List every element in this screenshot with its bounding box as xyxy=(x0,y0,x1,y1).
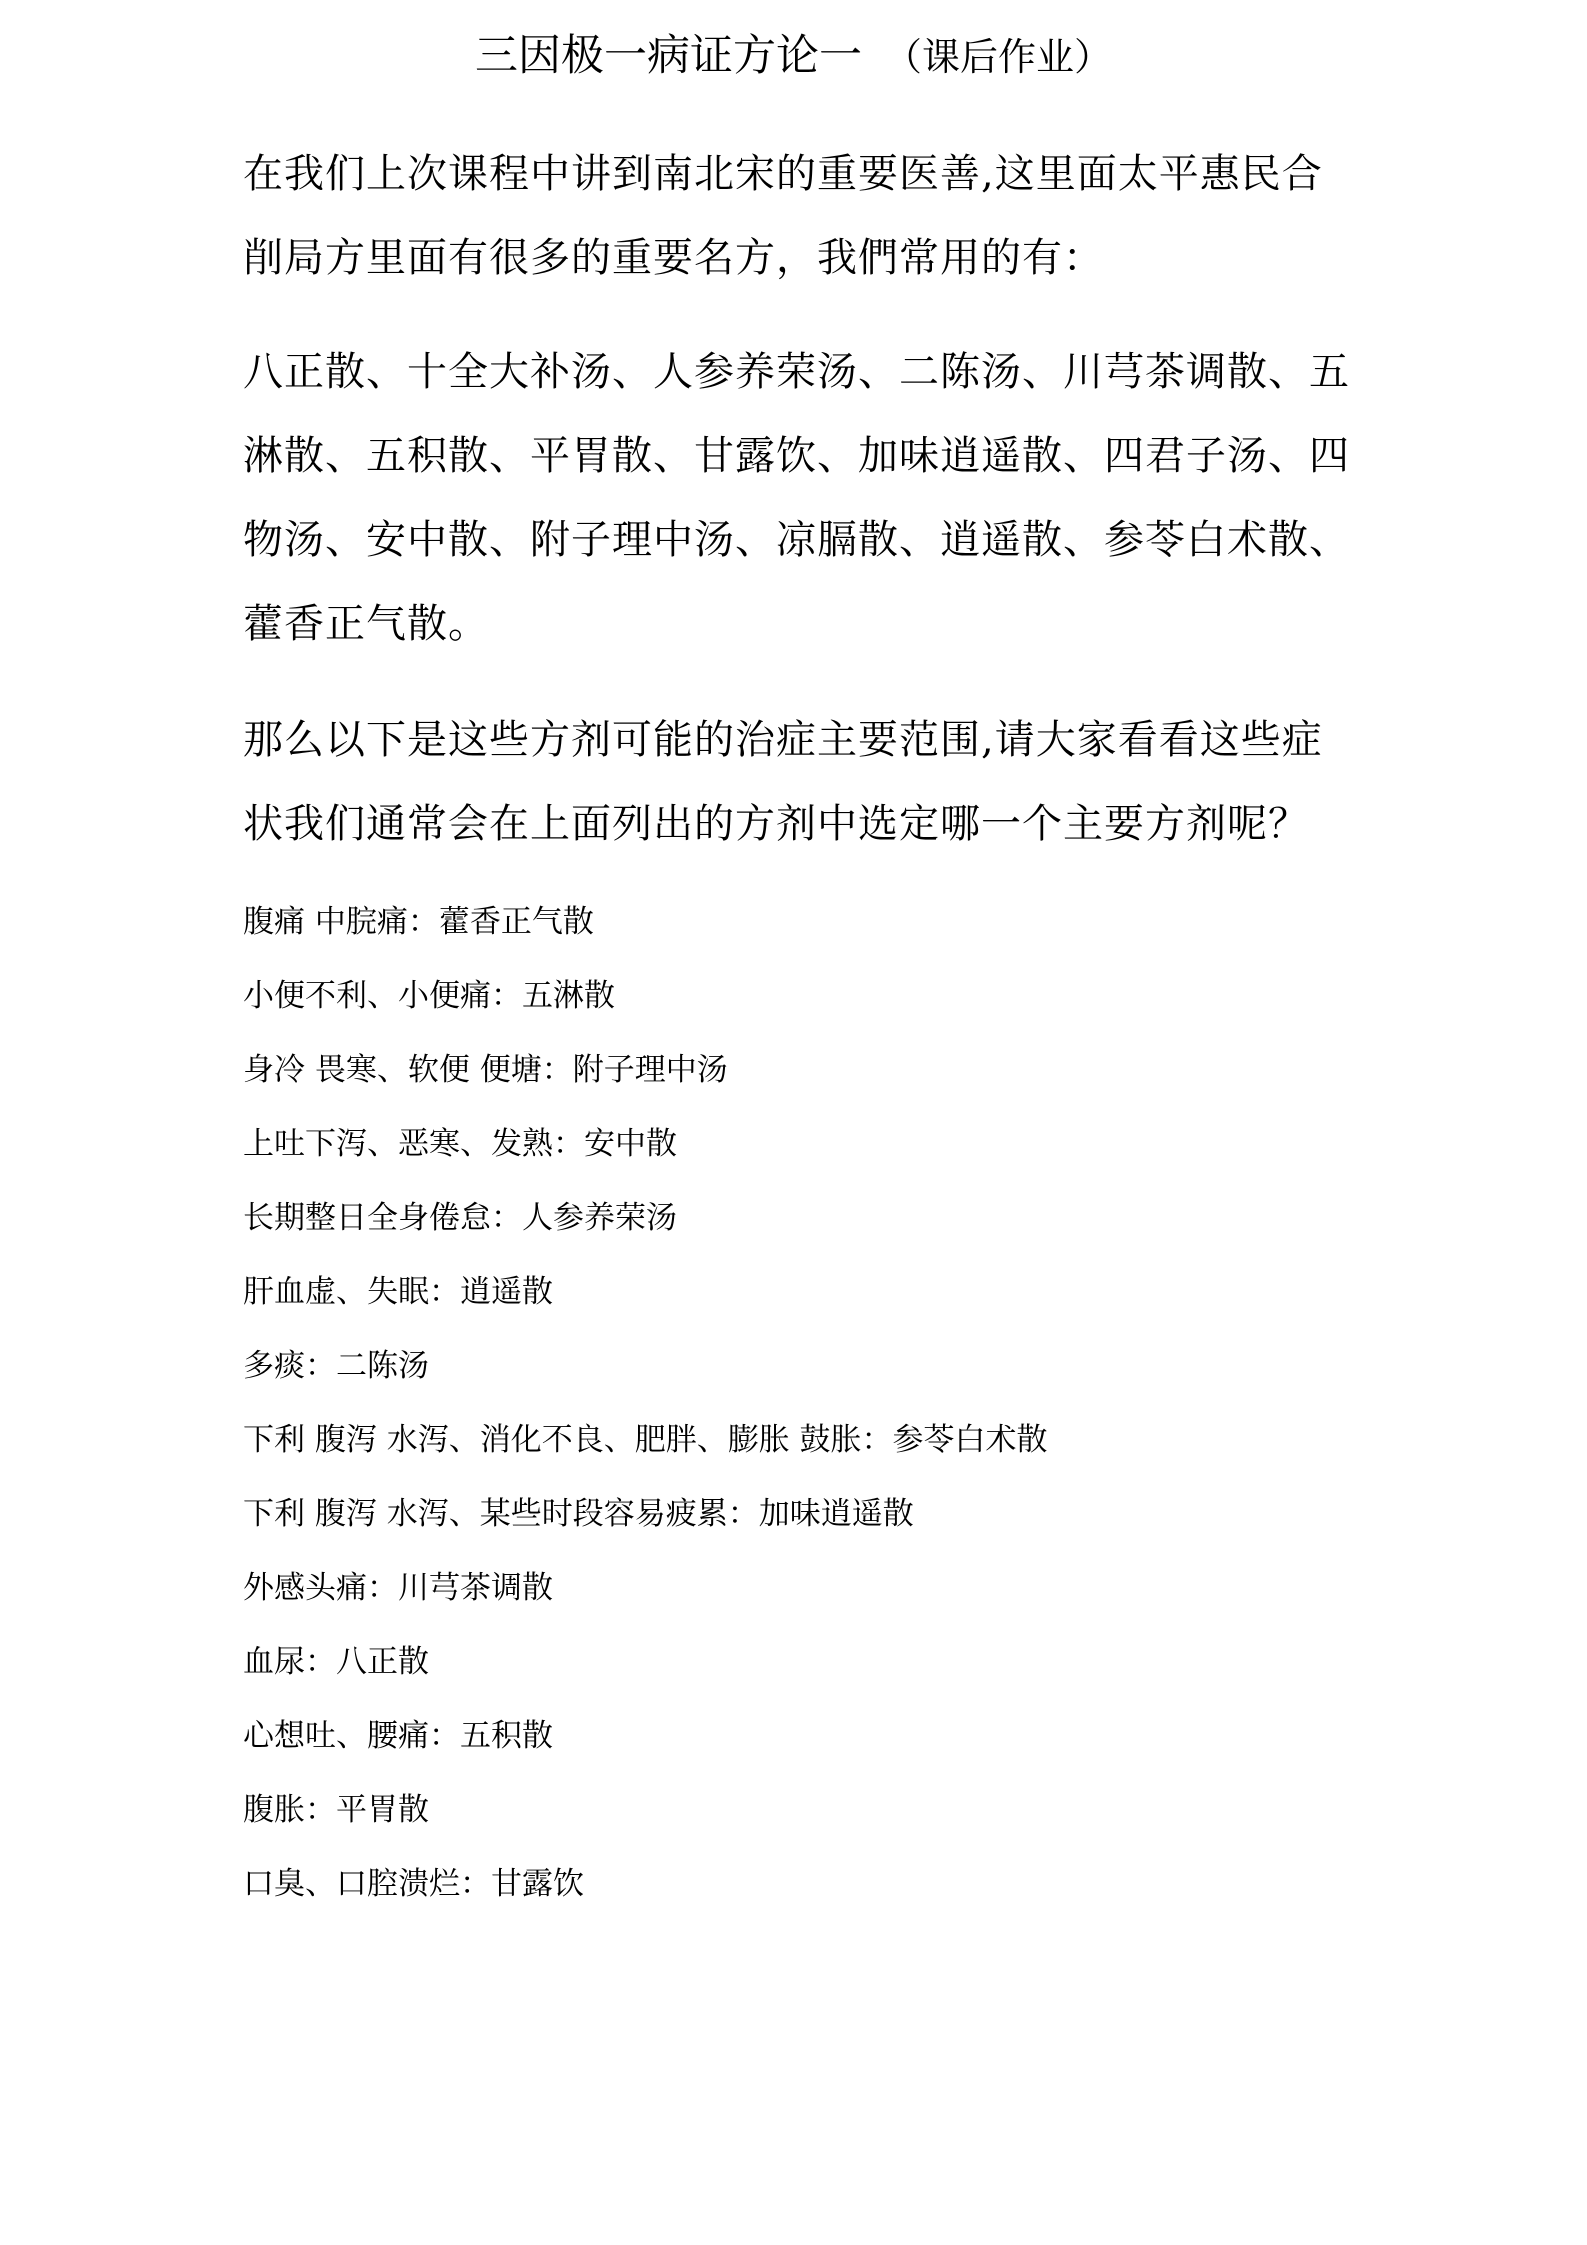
symptom-item: 肝血虚、失眠：逍遥散 xyxy=(243,1274,553,1310)
symptom-item: 外感头痛：川芎茶调散 xyxy=(243,1570,553,1606)
title-subtitle: （课后作业） xyxy=(883,35,1112,79)
intro-paragraph: 在我们上次课程中讲到南北宋的重要医善,这里面太平惠民合削局方里面有很多的重要名方，我們常用的有： xyxy=(243,151,1323,281)
symptom-item: 下利 腹泻 水泻、消化不良、肥胖、膨胀 鼓胀：参苓白术散 xyxy=(243,1422,1048,1458)
question-paragraph: 那么以下是这些方剂可能的治症主要范围,请大家看看这些症状我们通常会在上面列出的方剂中选定哪一个主要方剂呢？ xyxy=(243,717,1323,847)
title-main: 三因极一病证方论一 xyxy=(474,31,862,81)
page-title xyxy=(0,26,1587,87)
symptom-item: 腹胀：平胃散 xyxy=(243,1792,429,1828)
symptom-item: 多痰：二陈汤 xyxy=(243,1348,429,1384)
symptom-formula-list xyxy=(243,885,1353,1921)
symptom-item: 腹痛 中脘痛：藿香正气散 xyxy=(243,904,594,940)
symptom-item: 下利 腹泻 水泻、某些时段容易疲累：加味逍遥散 xyxy=(243,1496,914,1532)
symptom-item: 口臭、口腔溃烂：甘露饮 xyxy=(243,1866,584,1902)
formula-list-paragraph: 八正散、十全大补汤、人参养荣汤、二陈汤、川芎茶调散、五淋散、五积散、平胃散、甘露饮、加味逍遥散、四君子汤、四物汤、安中散、附子理中汤、凉膈散、逍遥散、参苓白术散、藿香正气散。 xyxy=(243,349,1350,647)
symptom-item: 小便不利、小便痛：五淋散 xyxy=(243,978,615,1014)
symptom-item: 长期整日全身倦怠：人参养荣汤 xyxy=(243,1200,677,1236)
symptom-item: 上吐下泻、恶寒、发熟：安中散 xyxy=(243,1126,677,1162)
symptom-item: 身冷 畏寒、软便 便塘：附子理中汤 xyxy=(243,1052,728,1088)
symptom-item: 心想吐、腰痛：五积散 xyxy=(243,1718,553,1754)
symptom-item: 血尿：八正散 xyxy=(243,1644,429,1680)
